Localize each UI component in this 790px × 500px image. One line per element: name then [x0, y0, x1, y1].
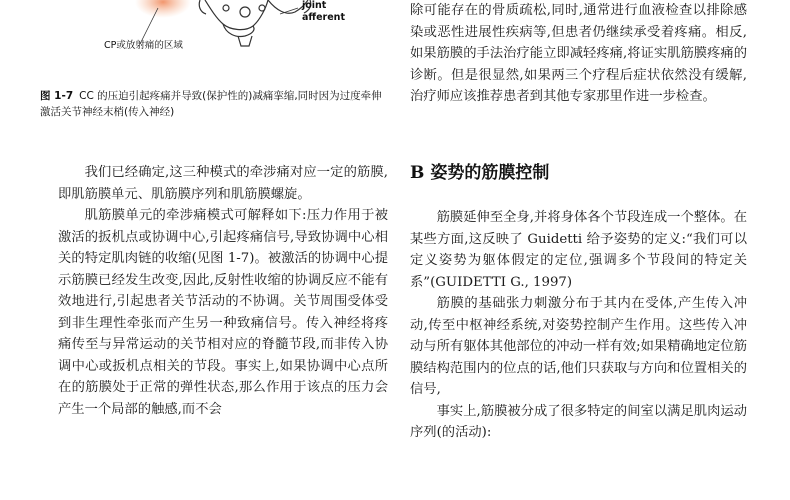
section-letter: B: [410, 163, 425, 183]
cp-area-label: CP或放射痛的区域: [104, 40, 183, 51]
right-column-top: [410, 0, 747, 108]
pelvis-outline: [199, 0, 311, 46]
pain-area-highlight: [135, 0, 191, 18]
joint-label-line2: afferent: [302, 12, 345, 23]
left-paragraph-1: 我们已经确定,这三种模式的牵涉痛对应一定的筋膜,即肌筋膜单元、肌筋膜序列和肌筋膜螺旋。: [58, 165, 388, 202]
left-column: [58, 162, 388, 420]
right-paragraph-1: 筋膜延伸至全身,并将身体各个节段连成一个整体。在某些方面,这反映了 Guidetti 给予姿势的定义:“我们可以定义姿势为躯体假定的定位,强调多个节段间的特定关系”(GUIDETTI G., 1997): [410, 210, 747, 290]
figure-caption: [40, 88, 392, 120]
section-title: 姿势的筋膜控制: [430, 163, 550, 183]
figure-1-7: [40, 0, 395, 150]
figure-caption-text: CC 的压迫引起疼痛并导致(保护性的)减痛挛缩,同时因为过度牵伸激活关节神经末梢(传入神经): [40, 90, 382, 118]
left-paragraph-2: 肌筋膜单元的牵涉痛模式可解释如下:压力作用于被激活的扳机点或协调中心,引起疼痛信号,导致协调中心相关的特定肌肉链的收缩(见图 1-7)。被激活的协调中心提示筋膜已经发生改变,因此,反射性收缩的协调反应不能有效地进行,引起患者关节活动的不协调。关节周围受体受到非生理性牵张而产生另一种致痛信号。传入神经将疼痛传至与异常运动的关节相对应的脊髓节段,而非传入协调中心或扳机点相关的节段。事实上,如果协调中心点所在的筋膜处于正常的弹性状态,那么作用于该点的压力会产生一个局部的触感,而不会: [58, 208, 388, 417]
right-column-bottom: [410, 207, 747, 444]
right-paragraph-2: 筋膜的基础张力刺激分布于其内在受体,产生传入冲动,传至中枢神经系统,对姿势控制产生作用。这些传入冲动与所有躯体其他部位的冲动一样有效;如果精确地定位筋膜结构范围内的位点的话,他们只获取与方向和位置相关的信号,: [410, 296, 747, 397]
right-paragraph-3: 事实上,筋膜被分成了很多特定的间室以满足肌肉运动序列(的活动):: [410, 403, 747, 440]
section-heading: [410, 158, 549, 188]
joint-label-line1: joint: [302, 0, 327, 11]
right-paragraph-continued: 除可能存在的骨质疏松,同时,通常进行血液检查以排除感染或恶性进展性疾病等,但患者仍继续承受着疼痛。相反,如果筋膜的手法治疗能立即减轻疼痛,将证实肌筋膜疼痛的诊断。但是很显然,如果两三个疗程后症状依然没有缓解,治疗师应该推荐患者到其他专家那里作进一步检查。: [410, 3, 747, 104]
joint-afferent-label: [302, 0, 372, 24]
figure-caption-number: 图 1-7: [40, 90, 74, 102]
